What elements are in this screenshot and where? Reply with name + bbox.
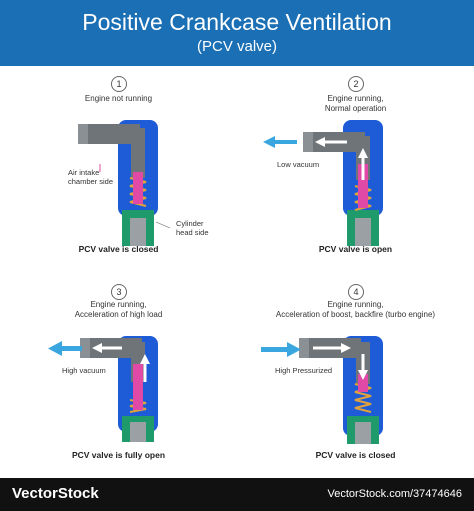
pcv-valve-diagram — [237, 68, 474, 273]
vacuum-label: High vacuum — [62, 366, 106, 375]
step-number: 4 — [348, 284, 364, 300]
flow-arrow-icon — [263, 136, 297, 148]
image-credit: VectorStock.com/37474646 — [327, 488, 462, 500]
engine-state: Engine running, Acceleration of boost, backfire (turbo engine) — [275, 300, 436, 319]
step-number: 1 — [111, 76, 127, 92]
brand-logo: VectorStock — [12, 485, 99, 502]
footer — [0, 478, 474, 511]
valve-caption: PCV valve is open — [318, 244, 393, 254]
header — [0, 0, 474, 66]
engine-state: Engine not running — [84, 94, 153, 103]
step-number: 2 — [348, 76, 364, 92]
valve-caption: PCV valve is closed — [78, 244, 159, 254]
panel-1 — [0, 68, 237, 273]
flow-arrow-icon — [261, 342, 301, 357]
panel-2 — [237, 68, 474, 273]
valve-caption: PCV valve is fully open — [71, 450, 166, 460]
cylinder-head-label: Cylinder head side — [176, 219, 209, 237]
page-title: Positive Crankcase Ventilation — [82, 9, 392, 35]
panel-3 — [0, 276, 237, 481]
page-subtitle: (PCV valve) — [196, 38, 278, 55]
flow-arrow-icon — [48, 341, 82, 356]
step-number: 3 — [111, 284, 127, 300]
engine-state: Engine running, Normal operation — [324, 94, 387, 113]
vacuum-label: Low vacuum — [277, 160, 320, 169]
panel-4 — [237, 276, 474, 481]
pcv-valve-diagram — [0, 68, 237, 273]
engine-state: Engine running, Acceleration of high load — [74, 300, 163, 319]
pressure-label: High Pressurized — [275, 366, 333, 375]
valve-caption: PCV valve is closed — [315, 450, 396, 460]
air-intake-label: Air intake chamber side — [68, 168, 114, 186]
